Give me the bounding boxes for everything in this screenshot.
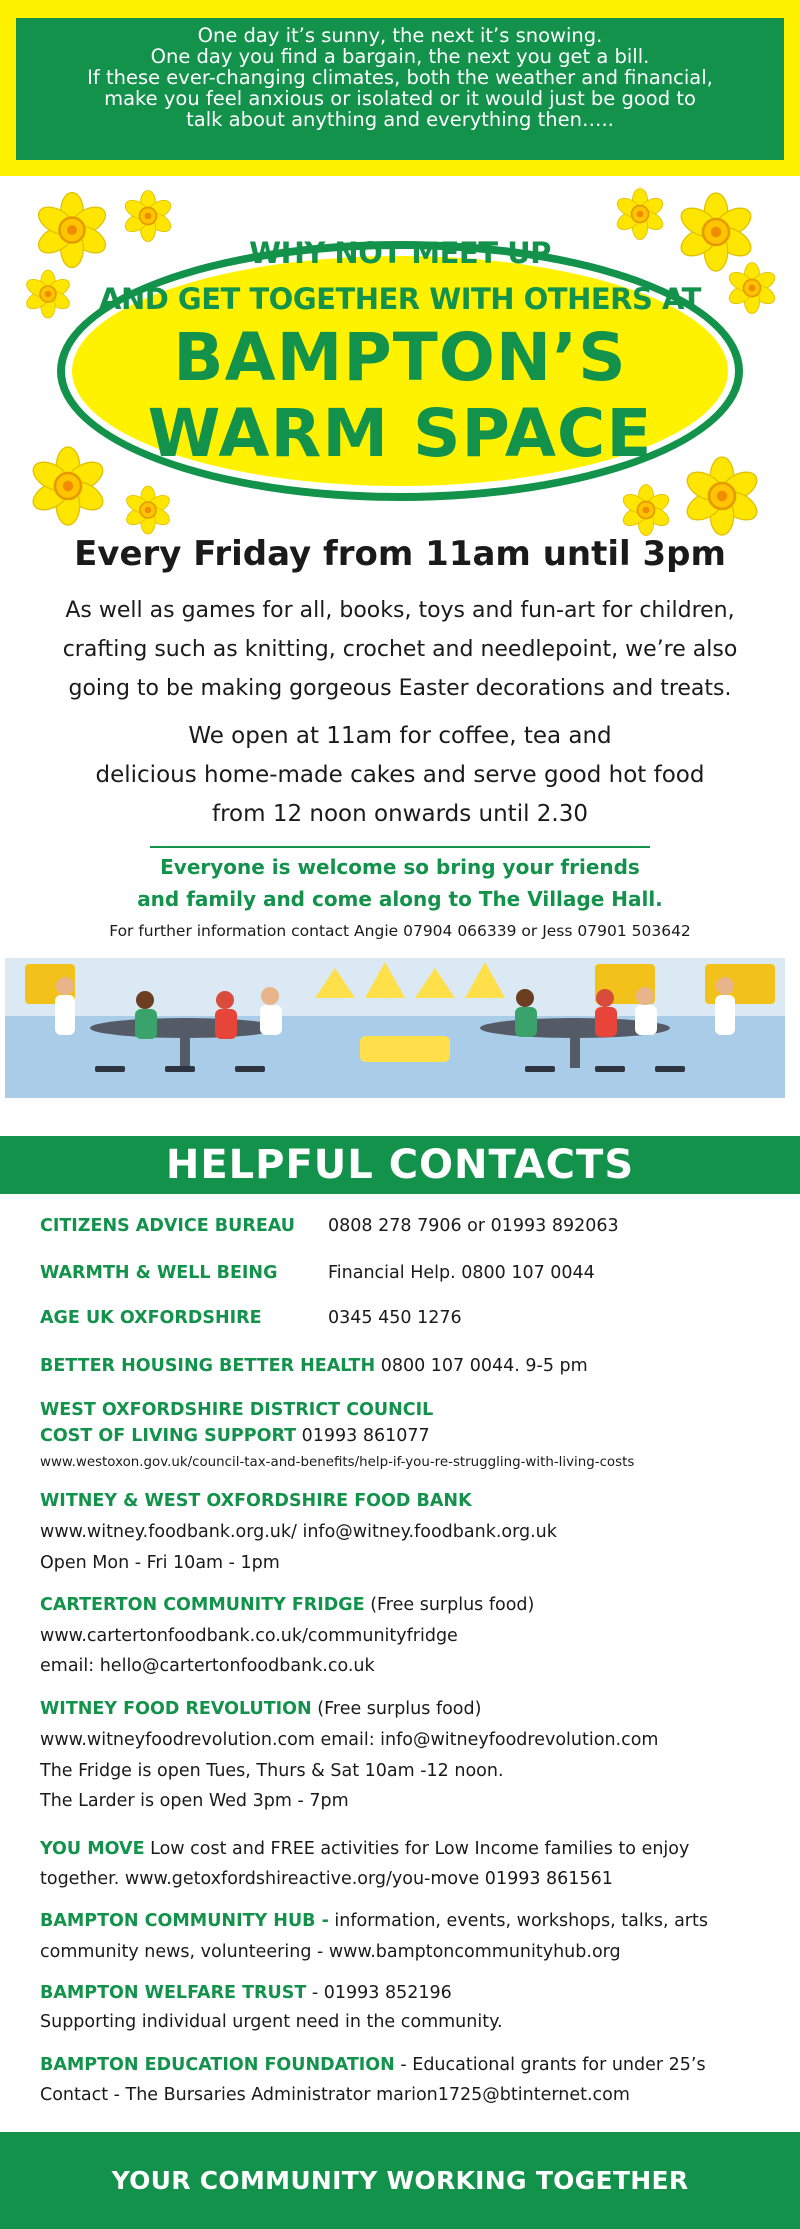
- contact-value: information, events, workshops, talks, arts: [328, 1911, 708, 1931]
- headline-line-1: WHY NOT MEET UP: [249, 236, 551, 270]
- headline-line-2: AND GET TOGETHER WITH OTHERS AT: [99, 282, 701, 316]
- contact-education-contact[interactable]: Contact - The Bursaries Administrator marion1725@btinternet.com: [40, 2085, 630, 2105]
- contact-label: WARMTH & WELL BEING: [40, 1263, 278, 1283]
- food-line: from 12 noon onwards until 2.30: [212, 801, 588, 827]
- intro-line: One day it’s sunny, the next it’s snowing.: [197, 24, 603, 47]
- contact-note: (Free surplus food): [364, 1595, 535, 1615]
- contact-value: 0345 450 1276: [328, 1308, 462, 1328]
- contact-warmth: [40, 1263, 595, 1283]
- contact-revolution-links[interactable]: www.witneyfoodrevolution.com email: info@witneyfoodrevolution.com: [40, 1730, 659, 1750]
- food-line: We open at 11am for coffee, tea and: [188, 723, 612, 749]
- contact-fridge: [40, 1595, 534, 1615]
- food-paragraph: [0, 717, 800, 834]
- contact-welfare-trust: [40, 1983, 452, 2003]
- contact-value: - Educational grants for under 25’s: [394, 2055, 706, 2075]
- contact-you-move: [40, 1839, 689, 1859]
- contact-fridge-url[interactable]: www.cartertonfoodbank.co.uk/communityfridge: [40, 1626, 458, 1646]
- contact-label: WEST OXFORDSHIRE DISTRICT COUNCIL: [40, 1400, 434, 1420]
- activities-paragraph: [0, 591, 800, 708]
- contact-hub-link[interactable]: community news, volunteering - www.bamptoncommunityhub.org: [40, 1942, 621, 1962]
- contact-revolution-larder: The Larder is open Wed 3pm - 7pm: [40, 1791, 349, 1811]
- contact-foodbank-links[interactable]: www.witney.foodbank.org.uk/ info@witney.foodbank.org.uk: [40, 1522, 557, 1542]
- contact-label: BAMPTON EDUCATION FOUNDATION: [40, 2055, 395, 2075]
- welcome-message: [0, 851, 800, 915]
- contact-community-hub: [40, 1911, 708, 1931]
- activities-line: crafting such as knitting, crochet and needlepoint, we’re also: [62, 637, 738, 662]
- contact-label: AGE UK OXFORDSHIRE: [40, 1308, 262, 1328]
- footer-banner: YOUR COMMUNITY WORKING TOGETHER: [0, 2132, 800, 2229]
- contact-citizens-advice: [40, 1216, 619, 1236]
- intro-box: [16, 18, 784, 160]
- intro-line: If these ever-changing climates, both the weather and financial,: [87, 66, 713, 89]
- contact-label: YOU MOVE: [40, 1839, 145, 1859]
- activities-line: going to be making gorgeous Easter decorations and treats.: [68, 676, 732, 701]
- contact-wodc-support: [40, 1426, 430, 1446]
- contact-wodc-title: [40, 1400, 433, 1420]
- contacts-heading: HELPFUL CONTACTS: [0, 1136, 800, 1194]
- contact-value: - 01993 852196: [306, 1983, 452, 2003]
- intro-line: make you feel anxious or isolated or it would just be good to: [104, 87, 696, 110]
- headline-title-2: WARM SPACE: [147, 395, 653, 472]
- contact-label: WITNEY & WEST OXFORDSHIRE FOOD BANK: [40, 1491, 472, 1511]
- contact-value: 01993 861077: [296, 1426, 430, 1446]
- divider: [150, 846, 650, 848]
- contact-value: 0800 107 0044. 9-5 pm: [375, 1356, 588, 1376]
- further-info: For further information contact Angie 07904 066339 or Jess 07901 503642: [109, 922, 691, 940]
- contact-wodc-url[interactable]: www.westoxon.gov.uk/council-tax-and-benefits/help-if-you-re-struggling-with-living-costs: [40, 1455, 635, 1470]
- intro-line: One day you find a bargain, the next you get a bill.: [150, 45, 650, 68]
- contact-label: BETTER HOUSING BETTER HEALTH: [40, 1356, 376, 1376]
- contact-label: WITNEY FOOD REVOLUTION: [40, 1699, 312, 1719]
- contact-welfare-desc: Supporting individual urgent need in the community.: [40, 2012, 503, 2032]
- contact-label: COST OF LIVING SUPPORT: [40, 1426, 297, 1446]
- activities-line: As well as games for all, books, toys and fun-art for children,: [65, 598, 735, 623]
- schedule-heading: Every Friday from 11am until 3pm: [74, 534, 726, 574]
- headline-title-1: BAMPTON’S: [173, 319, 627, 396]
- cafe-illustration: [5, 958, 785, 1098]
- contact-label: BAMPTON WELFARE TRUST: [40, 1983, 307, 2003]
- contact-label: BAMPTON COMMUNITY HUB -: [40, 1911, 329, 1931]
- intro-line: talk about anything and everything then…..: [186, 108, 614, 131]
- contact-value: Financial Help. 0800 107 0044: [328, 1263, 595, 1283]
- contact-food-revolution: [40, 1699, 481, 1719]
- contact-education-foundation: [40, 2055, 706, 2075]
- contact-age-uk: [40, 1308, 462, 1328]
- contact-better-housing: [40, 1356, 588, 1376]
- welcome-line: and family and come along to The Village Hall.: [137, 887, 663, 911]
- contact-you-move-link[interactable]: together. www.getoxfordshireactive.org/you-move 01993 861561: [40, 1869, 613, 1889]
- contact-value: 0808 278 7906 or 01993 892063: [328, 1216, 619, 1236]
- contact-foodbank: [40, 1491, 472, 1511]
- contact-value: Low cost and FREE activities for Low Income families to enjoy: [144, 1839, 690, 1859]
- food-line: delicious home-made cakes and serve good hot food: [95, 762, 705, 788]
- contact-fridge-email[interactable]: email: hello@cartertonfoodbank.co.uk: [40, 1656, 375, 1676]
- contact-note: (Free surplus food): [311, 1699, 482, 1719]
- welcome-line: Everyone is welcome so bring your friends: [160, 855, 640, 879]
- contact-foodbank-hours: Open Mon - Fri 10am - 1pm: [40, 1553, 280, 1573]
- contact-label: CITIZENS ADVICE BUREAU: [40, 1216, 295, 1236]
- contact-label: CARTERTON COMMUNITY FRIDGE: [40, 1595, 365, 1615]
- contact-revolution-fridge: The Fridge is open Tues, Thurs & Sat 10am -12 noon.: [40, 1761, 504, 1781]
